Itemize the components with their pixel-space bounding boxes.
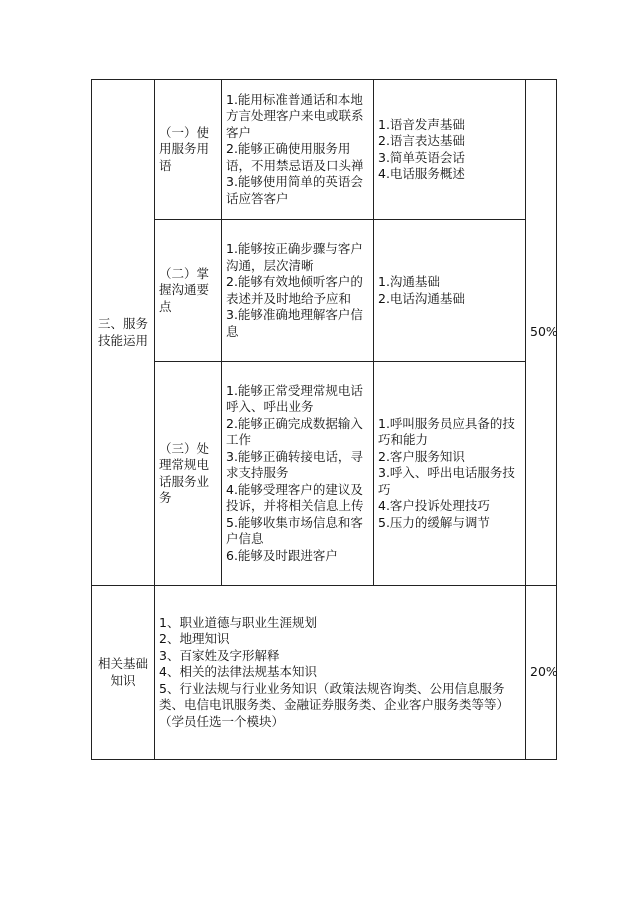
knowledge-item: 2.客户服务知识	[378, 448, 465, 464]
unit-title: （一）使用服务用语	[159, 124, 210, 173]
skill-item: 2.能够正确使用服务用语，不用禁忌语及口头禅	[226, 141, 364, 173]
skill-item: 4.能够受理客户的建议及投诉，并将相关信息上传	[226, 481, 364, 514]
table-row	[92, 586, 557, 760]
table-row	[92, 362, 557, 586]
skills-cell	[222, 80, 374, 220]
weight-value: 50%	[530, 324, 558, 340]
module-label: 相关基础知识	[97, 656, 148, 688]
skill-item: 5.能够收集市场信息和客户信息	[226, 514, 363, 547]
knowledge-item: 3.简单英语会话	[378, 149, 465, 165]
module-label-cell	[92, 80, 155, 586]
basic-item: 1、职业道德与职业生涯规划	[159, 614, 317, 630]
knowledge-item: 4.电话服务概述	[378, 166, 465, 181]
unit-title-cell	[155, 80, 222, 220]
module-label: 三、服务技能运用	[97, 316, 148, 348]
module-label-cell	[92, 586, 155, 760]
unit-title-cell	[155, 362, 222, 586]
knowledge-item: 2.电话沟通基础	[378, 290, 465, 306]
skill-item: 2.能够正确完成数据输入工作	[226, 415, 363, 448]
skills-cell	[222, 220, 374, 362]
knowledge-item: 2.语言表达基础	[378, 133, 465, 148]
knowledge-item: 1.呼叫服务员应具备的技巧和能力	[378, 415, 515, 448]
knowledge-item: 1.语音发声基础	[378, 116, 465, 132]
skills-cell	[222, 362, 374, 586]
skill-item: 1.能用标准普通话和本地方言处理客户来电或联系客户	[226, 91, 364, 140]
table-row	[92, 220, 557, 362]
table-row	[92, 80, 557, 220]
basic-item: 4、相关的法律法规基本知识	[159, 664, 317, 680]
unit-title: （二）掌握沟通要点	[159, 265, 210, 314]
basic-item: 3、百家姓及字形解释	[159, 647, 280, 663]
knowledge-cell	[374, 362, 526, 586]
basic-item: 5、行业法规与行业业务知识（政策法规咨询类、公用信息服务类、电信电讯服务类、金融证券服务类、企业客户服务类等等）（学员任选一个模块）	[159, 680, 510, 729]
unit-title: （三）处理常规电话服务业务	[159, 440, 210, 505]
basic-knowledge-cell	[155, 586, 526, 760]
knowledge-item: 5.压力的缓解与调节	[378, 514, 490, 530]
knowledge-cell	[374, 220, 526, 362]
knowledge-cell	[374, 80, 526, 220]
training-syllabus-table	[91, 79, 557, 760]
skill-item: 3.能够准确地理解客户信息	[226, 307, 363, 339]
skill-item: 1.能够正常受理常规电话呼入、呼出业务	[226, 382, 363, 415]
knowledge-item: 4.客户投诉处理技巧	[378, 498, 490, 514]
basic-item: 2、地理知识	[159, 631, 230, 647]
skill-item: 6.能够及时跟进客户	[226, 547, 338, 563]
skill-item: 3.能够正确转接电话，寻求支持服务	[226, 448, 363, 481]
knowledge-item: 3.呼入、呼出电话服务技巧	[378, 465, 515, 497]
skill-item: 3.能够使用简单的英语会话应答客户	[226, 174, 363, 206]
knowledge-item: 1.沟通基础	[378, 274, 440, 289]
skill-item: 2.能够有效地倾听客户的表述并及时地给予应和	[226, 274, 363, 306]
weight-value: 20%	[530, 664, 558, 680]
weight-cell	[526, 80, 557, 586]
unit-title-cell	[155, 220, 222, 362]
weight-cell	[526, 586, 557, 760]
skill-item: 1.能够按正确步骤与客户沟通，层次清晰	[226, 241, 363, 273]
